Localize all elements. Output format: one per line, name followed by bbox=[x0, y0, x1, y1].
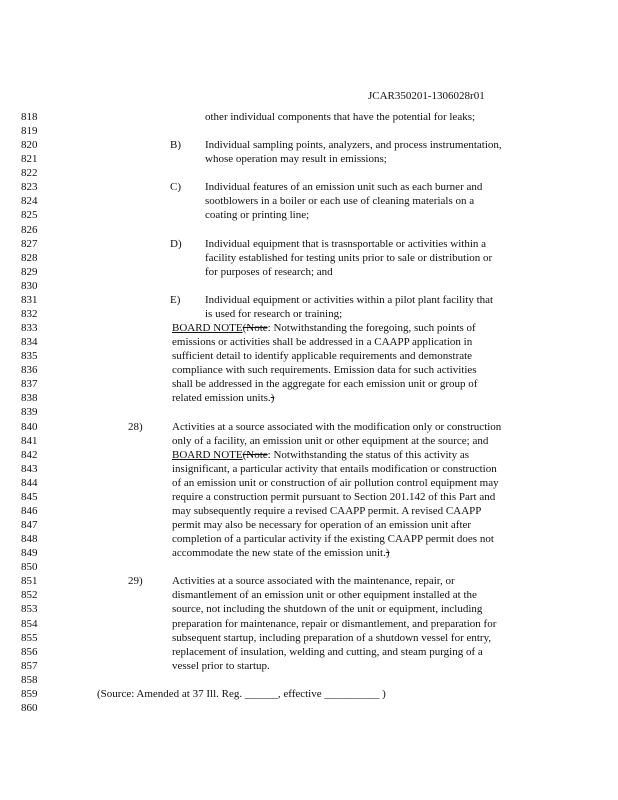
line-text bbox=[172, 546, 390, 560]
text-segment: insignificant, a particular activity that entails modification or construction bbox=[172, 462, 497, 475]
deleted-text: (Note bbox=[242, 448, 268, 461]
text-segment: preparation for maintenance, repair or dismantlement, and preparation for bbox=[172, 617, 497, 630]
line-number: 828 bbox=[21, 251, 38, 264]
line-text bbox=[172, 420, 501, 434]
item-label: D) bbox=[170, 237, 182, 250]
document-line bbox=[0, 673, 618, 687]
line-number: 837 bbox=[21, 378, 38, 391]
line-text bbox=[205, 110, 475, 124]
document-line bbox=[0, 180, 618, 194]
line-number: 848 bbox=[21, 533, 38, 546]
line-number: 818 bbox=[21, 111, 38, 123]
text-segment: require a construction permit pursuant to Section 201.142 of this Part and bbox=[172, 490, 496, 503]
document-line bbox=[0, 546, 618, 560]
text-segment: completion of a particular activity if the existing CAAPP permit does not bbox=[172, 533, 494, 546]
item-label: B) bbox=[170, 139, 181, 152]
line-text bbox=[172, 659, 270, 673]
line-number: 852 bbox=[21, 589, 38, 602]
line-text bbox=[172, 518, 471, 532]
text-segment: : Notwithstanding the status of this activity as bbox=[267, 448, 469, 461]
document-line bbox=[0, 490, 618, 504]
document-line bbox=[0, 659, 618, 673]
line-text bbox=[172, 448, 469, 462]
text-segment: other individual components that have the potential for leaks; bbox=[205, 111, 476, 123]
document-id-header: JCAR350201-1306028r01 bbox=[368, 90, 485, 102]
text-segment: sufficient detail to identify applicable requirements and demonstrate bbox=[172, 350, 473, 363]
text-segment: Individual equipment that is trasnsportable or activities within a bbox=[205, 237, 487, 250]
text-segment: permit may also be necessary for operation of an emission unit after bbox=[172, 519, 472, 532]
document-line bbox=[0, 631, 618, 645]
document-line bbox=[0, 420, 618, 434]
document-line bbox=[0, 377, 618, 391]
text-segment: Individual sampling points, analyzers, and process instrumentation, bbox=[205, 139, 502, 152]
line-number: 847 bbox=[21, 519, 38, 532]
text-segment: whose operation may result in emissions; bbox=[205, 153, 387, 166]
line-number: 833 bbox=[21, 322, 38, 335]
document-line bbox=[0, 194, 618, 208]
document-line bbox=[0, 617, 618, 631]
line-number: 842 bbox=[21, 448, 38, 461]
line-number: 825 bbox=[21, 209, 38, 222]
line-text bbox=[172, 617, 496, 631]
document-line bbox=[0, 532, 618, 546]
line-number: 835 bbox=[21, 350, 38, 363]
line-number: 821 bbox=[21, 153, 38, 166]
line-number: 849 bbox=[21, 547, 38, 560]
text-segment: coating or printing line; bbox=[205, 209, 310, 222]
line-text bbox=[205, 138, 502, 152]
line-number: 819 bbox=[21, 125, 38, 138]
document-line bbox=[0, 560, 618, 574]
document-line bbox=[0, 574, 618, 588]
text-segment: sootblowers in a boiler or each use of cleaning materials on a bbox=[205, 195, 475, 208]
line-text bbox=[172, 434, 488, 448]
text-segment: of an emission unit or construction of air pollution control equipment may bbox=[172, 476, 499, 489]
line-text bbox=[172, 377, 477, 391]
line-number: 856 bbox=[21, 645, 38, 658]
line-text bbox=[205, 251, 492, 265]
document-line bbox=[0, 208, 618, 222]
document-line bbox=[0, 645, 618, 659]
deleted-text: ) bbox=[385, 547, 390, 560]
line-number: 830 bbox=[21, 279, 38, 292]
document-line bbox=[0, 138, 618, 152]
line-text bbox=[172, 504, 481, 518]
line-text bbox=[172, 363, 477, 377]
deleted-text: (Note bbox=[242, 322, 268, 335]
line-text bbox=[205, 152, 387, 166]
text-segment: source, not including the shutdown of the unit or equipment, including bbox=[172, 603, 483, 616]
line-text bbox=[172, 645, 483, 659]
document-line bbox=[0, 588, 618, 602]
line-text bbox=[205, 293, 493, 307]
line-number: 859 bbox=[21, 687, 38, 700]
line-text bbox=[172, 476, 499, 490]
line-text bbox=[205, 307, 342, 321]
text-segment: (Source: Amended at 37 Ill. Reg. ______, effective __________ ) bbox=[97, 687, 386, 700]
document-line bbox=[0, 701, 618, 715]
text-segment: dismantlement of an emission unit or other equipment installed at the bbox=[172, 589, 477, 602]
line-number: 824 bbox=[21, 195, 38, 208]
document-line bbox=[0, 349, 618, 363]
text-segment: : Notwithstanding the foregoing, such points of bbox=[267, 322, 476, 335]
line-number: 846 bbox=[21, 504, 38, 517]
text-segment: Activities at a source associated with the maintenance, repair, or bbox=[172, 575, 455, 588]
document-line bbox=[0, 166, 618, 180]
item-label: 28) bbox=[128, 420, 143, 433]
document-line bbox=[0, 363, 618, 377]
line-number: 841 bbox=[21, 434, 38, 447]
line-number: 854 bbox=[21, 617, 38, 630]
document-line bbox=[0, 405, 618, 419]
line-number: 829 bbox=[21, 265, 38, 278]
line-number: 836 bbox=[21, 364, 38, 377]
line-text bbox=[172, 631, 491, 645]
line-text bbox=[172, 602, 482, 616]
line-number: 840 bbox=[21, 420, 38, 433]
document-line bbox=[0, 110, 618, 124]
line-text bbox=[205, 237, 486, 251]
document-line bbox=[0, 124, 618, 138]
text-segment: related emission units. bbox=[172, 392, 271, 405]
line-text bbox=[172, 335, 472, 349]
text-segment: may subsequently require a revised CAAPP permit. A revised CAAPP bbox=[172, 504, 482, 517]
line-text bbox=[172, 321, 476, 335]
item-label: E) bbox=[170, 293, 181, 306]
text-segment: Activities at a source associated with the modification only or construction bbox=[172, 420, 502, 433]
line-number: 855 bbox=[21, 631, 38, 644]
document-line bbox=[0, 237, 618, 251]
item-label: 29) bbox=[128, 575, 143, 588]
document-line bbox=[0, 293, 618, 307]
line-text bbox=[205, 265, 333, 279]
line-text bbox=[205, 208, 309, 222]
document-line bbox=[0, 391, 618, 405]
line-number: 860 bbox=[21, 701, 38, 714]
line-number: 838 bbox=[21, 392, 38, 405]
text-segment: for purposes of research; and bbox=[205, 265, 333, 278]
line-number: 857 bbox=[21, 659, 38, 672]
line-text bbox=[172, 532, 494, 546]
document-line bbox=[0, 152, 618, 166]
document-line bbox=[0, 518, 618, 532]
text-segment: Individual equipment or activities within a pilot plant facility that bbox=[205, 293, 494, 306]
text-segment: subsequent startup, including preparation of a shutdown vessel for entry, bbox=[172, 631, 492, 644]
document-line bbox=[0, 279, 618, 293]
document-line bbox=[0, 462, 618, 476]
document-line bbox=[0, 251, 618, 265]
text-segment: is used for research or training; bbox=[205, 307, 343, 320]
line-number: 845 bbox=[21, 490, 38, 503]
document-line bbox=[0, 307, 618, 321]
line-number: 844 bbox=[21, 476, 38, 489]
text-segment: only of a facility, an emission unit or other equipment at the source; and bbox=[172, 434, 489, 447]
line-number: 823 bbox=[21, 181, 38, 194]
line-number: 826 bbox=[21, 223, 38, 236]
document-line bbox=[0, 335, 618, 349]
line-number: 858 bbox=[21, 673, 38, 686]
inserted-text: BOARD NOTE bbox=[172, 448, 243, 461]
line-text bbox=[172, 462, 497, 476]
line-number: 834 bbox=[21, 336, 38, 349]
document-line bbox=[0, 434, 618, 448]
document-line bbox=[0, 265, 618, 279]
text-segment: vessel prior to startup. bbox=[172, 659, 270, 672]
line-text bbox=[97, 687, 386, 701]
line-number: 850 bbox=[21, 561, 38, 574]
item-label: C) bbox=[170, 181, 181, 194]
text-segment: emissions or activities shall be addressed in a CAAPP application in bbox=[172, 336, 473, 349]
line-text bbox=[172, 391, 274, 405]
line-text bbox=[172, 490, 495, 504]
line-text bbox=[172, 588, 477, 602]
line-number: 832 bbox=[21, 307, 38, 320]
line-number: 827 bbox=[21, 237, 38, 250]
line-text bbox=[172, 574, 455, 588]
line-number: 853 bbox=[21, 603, 38, 616]
text-segment: shall be addressed in the aggregate for each emission unit or group of bbox=[172, 378, 478, 391]
line-text bbox=[205, 194, 474, 208]
document-line bbox=[0, 476, 618, 490]
text-segment: compliance with such requirements. Emission data for such activities bbox=[172, 364, 477, 377]
inserted-text: BOARD NOTE bbox=[172, 322, 243, 335]
text-segment: Individual features of an emission unit such as each burner and bbox=[205, 181, 483, 194]
line-number: 843 bbox=[21, 462, 38, 475]
deleted-text: ) bbox=[270, 392, 275, 405]
document-line bbox=[0, 321, 618, 335]
line-number: 851 bbox=[21, 575, 38, 588]
document-line bbox=[0, 602, 618, 616]
line-number: 820 bbox=[21, 139, 38, 152]
line-number: 839 bbox=[21, 406, 38, 419]
document-line bbox=[0, 223, 618, 237]
document-line bbox=[0, 504, 618, 518]
line-text bbox=[205, 180, 482, 194]
line-number: 822 bbox=[21, 167, 38, 180]
text-segment: replacement of insulation, welding and cutting, and steam purging of a bbox=[172, 645, 483, 658]
document-line bbox=[0, 448, 618, 462]
text-segment: facility established for testing units prior to sale or distribution or bbox=[205, 251, 493, 264]
text-segment: accommodate the new state of the emission unit. bbox=[172, 547, 386, 560]
document-line bbox=[0, 687, 618, 701]
line-number: 831 bbox=[21, 293, 38, 306]
line-text bbox=[172, 349, 472, 363]
